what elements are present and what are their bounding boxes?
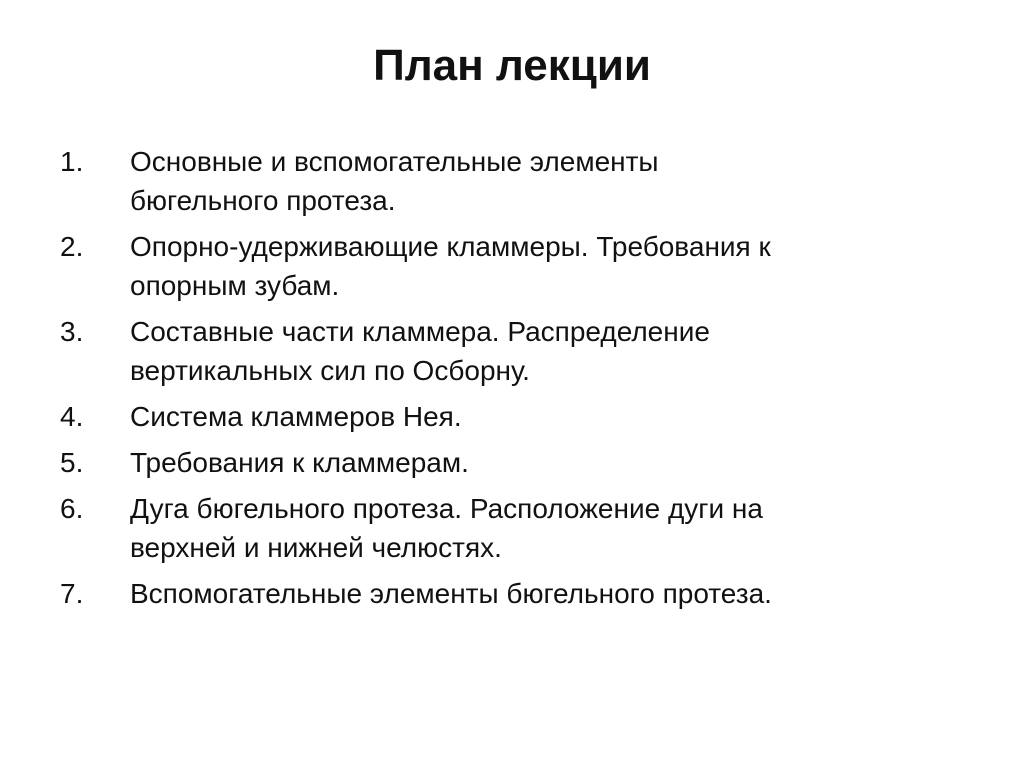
list-item-text <box>130 489 960 567</box>
list-item-number: 1. <box>60 146 84 177</box>
list-item-number: 3. <box>60 316 84 347</box>
list-item-line: Опорно-удерживающие кламмеры. Требования к <box>130 231 771 262</box>
list-item-line: Вспомогательные элементы бюгельного протеза. <box>130 578 772 609</box>
slide-title: План лекции <box>373 41 651 90</box>
list-item-text <box>130 574 960 613</box>
list-item-number: 2. <box>60 231 84 262</box>
list-item <box>60 142 960 220</box>
list-item-number: 5. <box>60 447 84 478</box>
list-item-line: Дуга бюгельного протеза. Расположение дуги на <box>130 493 763 524</box>
list-item-number: 6. <box>60 493 84 524</box>
list-item-line: опорным зубам. <box>130 270 340 301</box>
list-item-text <box>130 397 960 436</box>
list-item-line: Система кламмеров Нея. <box>130 401 462 432</box>
list-item-text <box>130 142 960 220</box>
list-item-number: 4. <box>60 401 84 432</box>
list-item-line: Основные и вспомогательные элементы <box>130 146 659 177</box>
list-item-line: верхней и нижней челюстях. <box>130 532 502 563</box>
list-item <box>60 227 960 305</box>
list-item <box>60 312 960 390</box>
list-item-line: Требования к кламмерам. <box>130 447 469 478</box>
list-item-text <box>130 312 960 390</box>
list-item-line: Составные части кламмера. Распределение <box>130 316 710 347</box>
list-item-text <box>130 227 960 305</box>
list-item <box>60 397 960 436</box>
list-item-text <box>130 443 960 482</box>
list-item-line: бюгельного протеза. <box>130 185 396 216</box>
list-item-line: вертикальных сил по Осборну. <box>130 355 530 386</box>
list-item <box>60 443 960 482</box>
list-item <box>60 489 960 567</box>
lecture-plan-list <box>60 142 960 620</box>
list-item <box>60 574 960 613</box>
list-item-number: 7. <box>60 578 84 609</box>
